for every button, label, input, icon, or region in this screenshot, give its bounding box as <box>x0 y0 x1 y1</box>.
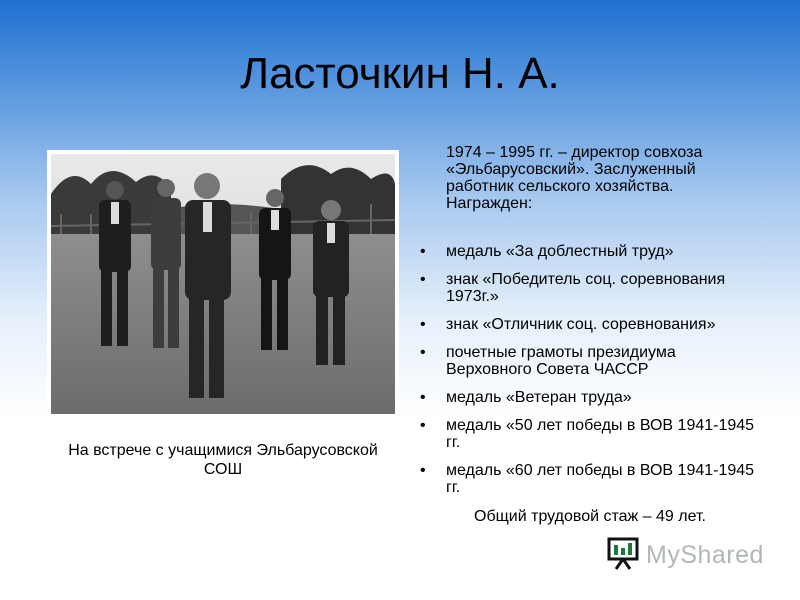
bullet-icon: • <box>420 417 426 434</box>
photo-image <box>51 154 395 414</box>
group-photo <box>47 150 399 418</box>
list-item <box>420 417 760 451</box>
bullet-icon: • <box>420 271 426 288</box>
award-text: медаль «За доблестный труд» <box>446 243 674 260</box>
list-item <box>420 462 760 496</box>
myshared-logo[interactable] <box>606 536 766 572</box>
presentation-board-icon <box>606 536 640 575</box>
bullet-icon: • <box>420 344 426 361</box>
list-item <box>420 271 760 305</box>
bullet-icon: • <box>420 389 426 406</box>
bullet-icon: • <box>420 316 426 333</box>
bullet-icon: • <box>420 243 426 260</box>
award-text: знак «Победитель соц. соревнования 1973г.» <box>446 271 726 305</box>
slide-title: Ласточкин Н. А. <box>240 49 560 98</box>
list-item <box>420 344 760 378</box>
award-text: знак «Отличник соц. соревнования» <box>446 316 716 333</box>
list-item <box>420 316 760 333</box>
award-text: медаль «60 лет победы в ВОВ 1941-1945 гг. <box>446 462 755 496</box>
award-text: медаль «Ветеран труда» <box>446 389 632 406</box>
award-text: почетные грамоты президиума Верховного Совета ЧАССР <box>446 344 676 378</box>
bullet-icon: • <box>420 462 426 479</box>
award-text: медаль «50 лет победы в ВОВ 1941-1945 гг. <box>446 417 755 451</box>
logo-text: MyShared <box>646 541 764 569</box>
career-intro: 1974 – 1995 гг. – директор совхоза «Эльбарусовский». Заслуженный работник сельского хозяйства. Награжден: <box>446 144 703 212</box>
list-item <box>420 389 760 406</box>
total-experience: Общий трудовой стаж – 49 лет. <box>474 508 706 525</box>
awards-list <box>420 243 760 507</box>
photo-caption: На встрече с учащимися Эльбарусовской СОШ <box>68 442 378 478</box>
list-item <box>420 243 760 260</box>
